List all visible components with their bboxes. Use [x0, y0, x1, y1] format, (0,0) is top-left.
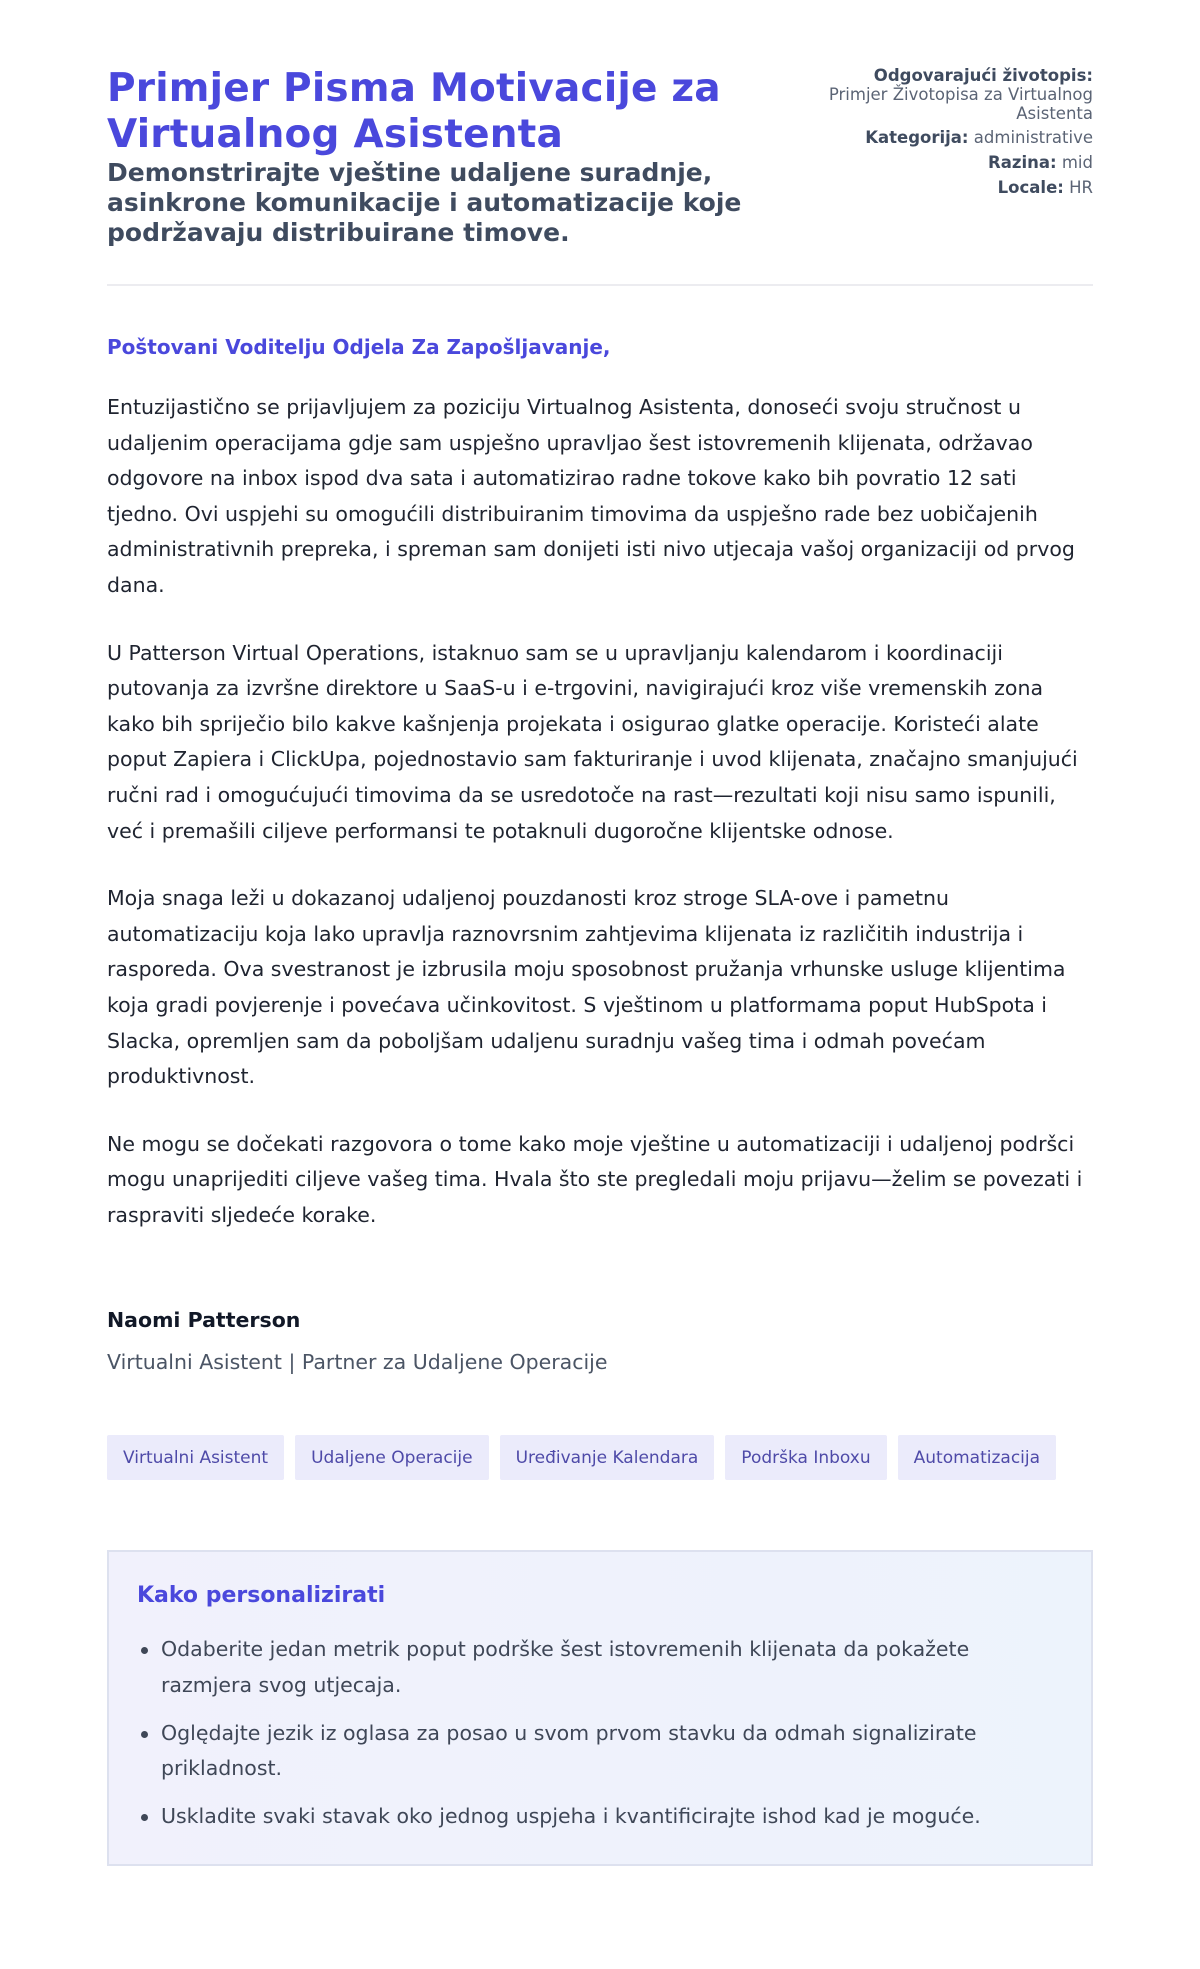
page-title: Primjer Pisma Motivacije za Virtualnog Asistenta — [107, 66, 721, 157]
meta-resume — [823, 66, 1093, 123]
tip-text: Oględajte jezik iz oglasa za posao u svom prvom stavku da odmah signalizirate prikladnost. — [161, 1720, 977, 1781]
letter-paragraph: Moja snaga leži u dokazanoj udaljenoj pouzdanosti kroz stroge SLA-ove i pametnu automatizaciju koja lako upravlja raznovrsnim zahtjevima klijenata iz različitih industrija i rasporeda. Ova svestranost je izbrusila moju sposobnost pružanja vrhunske usluge klijentima koja gradi povjerenje i povećava učinkovitost. S vještinom u platformama poput HubSpota i Slacka, opremljen sam da poboljšam udaljenu suradnju vašeg tima i odmah povećam produktivnost. — [107, 886, 1066, 1089]
meta-resume-label: Odgovarajući životopis: — [873, 66, 1093, 85]
meta-category — [823, 128, 1093, 147]
tag-list — [107, 1435, 1093, 1480]
page-header — [107, 66, 1093, 286]
tips-list — [137, 1632, 1063, 1834]
tip-text: Odaberite jedan metrik poput podrške šest istovremenih klijenata da pokažete razmjera svog utjecaja. — [161, 1637, 970, 1698]
tip-text: Uskladite svaki stavak oko jednog uspjeha i kvantificirajte ishod kad je moguće. — [161, 1803, 981, 1828]
letter-body — [107, 334, 1093, 1375]
tag-inbox-support[interactable]: Podrška Inboxu — [725, 1435, 886, 1480]
signature-name: Naomi Patterson — [107, 1308, 301, 1333]
tip-item — [137, 1799, 1063, 1835]
meta-level — [823, 153, 1093, 172]
meta-locale — [823, 178, 1093, 197]
letter-greeting: Poštovani Voditelju Odjela Za Zapošljavanje, — [107, 335, 611, 359]
bullet-icon — [141, 1731, 148, 1738]
header-titles — [107, 66, 767, 248]
meta-panel — [823, 66, 1093, 203]
signature-title: Virtualni Asistent | Partner za Udaljene Operacije — [107, 1350, 608, 1375]
meta-resume-value[interactable]: Primjer Životopisa za Virtualnog Asistenta — [828, 85, 1093, 123]
letter-paragraph: U Patterson Virtual Operations, istaknuo sam se u upravljanju kalendarom i koordinaciji putovanja za izvršne direktore u SaaS-u i e-trgovini, navigirajući kroz više vremenskih zona kako bih spriječio bilo kakve kašnjenja projekata i osigurao glatke operacije. Koristeći alate poput Zapiera i ClickUpa, pojednostavio sam fakturiranje i uvod klijenata, značajno smanjujući ručni rad i omogućujući timovima da se usredotoče na rast—rezultati koji nisu samo ispunili, već i premašili ciljeve performansi te potaknuli dugoročne klijentske odnose. — [107, 640, 1078, 843]
letter-paragraph: Ne mogu se dočekati razgovora o tome kako moje vještine u automatizaciji i udaljenoj podršci mogu unaprijediti ciljeve vašeg tima. Hvala što ste pregledali moju prijavu—želim se povezati i raspraviti sljedeće korake. — [107, 1131, 1083, 1227]
meta-category-label: Kategorija: — [865, 128, 969, 147]
meta-locale-label: Locale: — [997, 178, 1064, 197]
tag-remote-operations[interactable]: Udaljene Operacije — [295, 1435, 488, 1480]
meta-level-label: Razina: — [988, 153, 1057, 172]
letter-paragraph: Entuzijastično se prijavljujem za poziciju Virtualnog Asistenta, donoseći svoju stručnost u udaljenim operacijama gdje sam uspješno upravljao šest istovremenih klijenata, održavao odgovore na inbox ispod dva sata i automatizirao radne tokove kako bih povratio 12 sati tjedno. Ovi uspjehi su omogućili distribuiranim timovima da uspješno rade bez uobičajenih administrativnih prepreka, i spreman sam donijeti isti nivo utjecaja vašoj organizaciji od prvog dana. — [107, 395, 1075, 597]
personalize-callout — [107, 1550, 1093, 1866]
page-subtitle: Demonstrirajte vještine udaljene suradnje, asinkrone komunikacije i automatizacije koje podržavaju distribuirane timove. — [107, 158, 742, 247]
tag-virtual-assistant[interactable]: Virtualni Asistent — [107, 1435, 284, 1480]
bullet-icon — [141, 1814, 148, 1821]
tag-automation[interactable]: Automatizacija — [898, 1435, 1056, 1480]
meta-category-value: administrative — [973, 128, 1093, 147]
tip-item — [137, 1716, 1063, 1787]
bullet-icon — [141, 1647, 148, 1654]
tip-item — [137, 1632, 1063, 1703]
tag-calendar-management[interactable]: Uređivanje Kalendara — [500, 1435, 715, 1480]
meta-level-value: mid — [1061, 153, 1093, 172]
callout-title: Kako personalizirati — [137, 1583, 386, 1609]
meta-locale-value: HR — [1069, 178, 1093, 197]
